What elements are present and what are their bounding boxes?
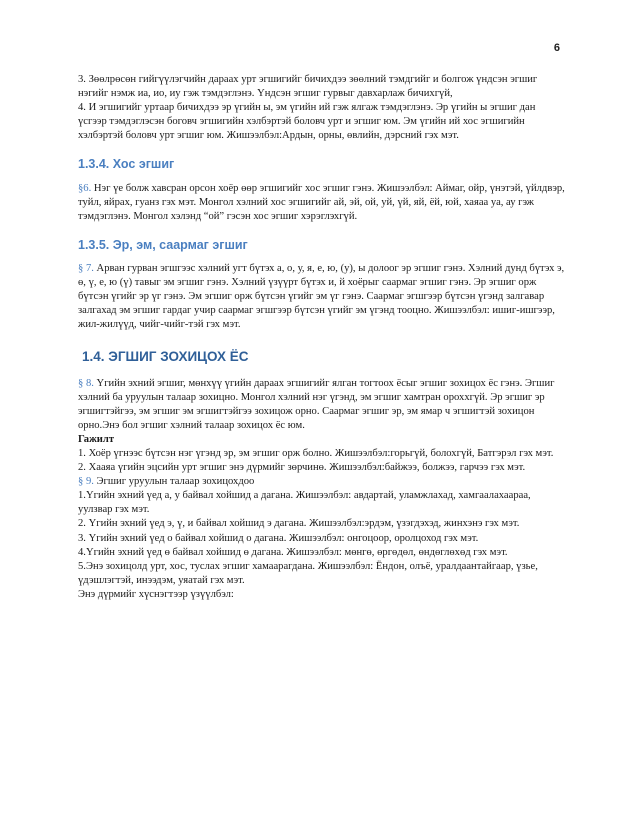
page-number: 6 (553, 42, 560, 54)
table-intro: Энэ дүрмийг хүснэгтээр үзүүлбэл: (78, 588, 234, 600)
page-content (78, 73, 566, 602)
paragraph-section-9 (78, 475, 566, 489)
exception-2: 2. Хааяа үгийн эцсийн урт эгшиг энэ дүрмийг зөрчинө. Жишээлбэл:байжээ, болжээ, гарчээ гэх мэт. (78, 462, 526, 474)
section-heading-1-3-5: 1.3.5. Эр, эм, саармаг эгшиг (78, 237, 248, 252)
paragraph-rule-3: 3. Зөөлрөсөн гийгүүлэгчийн дараах урт эгшигийг бичихдээ зөөлний тэмдгийг и болгож үндсэн эгшиг нэгийг нэмж иа, ио, иу гэж тэмдэглэнэ. Үндсэн эгшиг гурвыг давхарлаж бичихгүй, (78, 74, 538, 100)
rule-item-2: 2. Үгийн эхний үед э, ү, и байвал хойшид э дагана. Жишээлбэл:эрдэм, үзэгдэхэд, жинхэнэ гэх мэт. (78, 518, 520, 530)
rule-item-1: 1.Үгийн эхний үед а, у байвал хойшид а дагана. Жишээлбэл: авдартай, уламжлахад, хамгаалахаараа, уулзвар гэх мэт. (78, 490, 531, 516)
paragraph-section-8 (78, 377, 566, 433)
rule-item-4: 4.Үгийн эхний үед ө байвал хойшид ө дагана. Жишээлбэл: мөнгө, өргөдөл, өндөглөхөд гэх мэт. (78, 546, 508, 558)
section-sign-9: § 9. (78, 476, 94, 488)
section-8-text: Үгийн эхний эгшиг, мөнхүү үгийн дараах эгшигийг ялган тогтоох ёсыг эгшиг зохицох ёс гэнэ. Эгшиг хэлний ба уруулын талаар зохицно. Монгол хэлний нэг үгэнд, эм эгшиг хамтран ороххгүй. Эр эгшиг эр эгшигтэйгээ, эм эгшиг эм эгшигтэйгээ зохицож орно. Саармаг эгшиг эр, эм ямар ч эгшигтэй зохицон орно.Энэ бол эгшиг хэлний талаар зохицох ёс юм. (78, 377, 555, 431)
section-sign-8: § 8. (78, 377, 94, 389)
section-heading-1-3-4: 1.3.4. Хос эгшиг (78, 157, 175, 172)
rule-item-5: 5.Энэ зохицолд урт, хос, туслах эгшиг хамаарагдана. Жишээлбэл: Ёндон, олъё, уралдаантайгаар, үзье, үдэшлэгтэй, инээдэм, уяатай гэх мэт. (78, 560, 538, 586)
section-sign-7: § 7. (78, 262, 94, 274)
section-9-text: Эгшиг уруулын талаар зохицохдоо (93, 476, 255, 488)
section-sign-6: §6. (78, 182, 92, 194)
paragraph-section-6 (78, 182, 566, 224)
rule-item-3: 3. Үгийн эхний үед о байвал хойшид о дагана. Жишээлбэл: онгоцоор, оролцоход гэх мэт. (78, 532, 479, 544)
exception-heading: Гажилт (78, 433, 115, 445)
section-6-text: Нэг үе болж хавсран орсон хоёр өөр эгшигийг хос эгшиг гэнэ. Жишээлбэл: Аймаг, ойр, үнэтэй, үйлдвэр, туйл, яйрах, гуанз гэх мэт. Монгол хэлний хос эгшигийг ай, эй, ой, уй, үй, яй, ёй, юй, хаяаа уа, ау гэж тэмдэглэнэ. Монгол хэлэнд “ой” гэсэн хос эгшиг хэрэглэхгүй. (78, 182, 565, 222)
paragraph-section-7 (78, 262, 566, 332)
exception-1: 1. Хоёр үгнээс бүтсэн нэг үгэнд эр, эм эгшиг орж болно. Жишээлбэл:горьгүй, болохгүй, Батгэрэл гэх мэт. (78, 447, 554, 459)
section-7-text: Арван гурван эгшгээс хэлний угт бүтэх а, о, у, я, е, ю, (у), ы долоог эр эгшиг гэнэ. Хэлний дунд бүтэх э, ө, ү, е, ю (ү) тавыг эм эгшиг гэнэ. Хэлний үзүүрт бүтэх и, й хоёрыг саармаг эгшиг гэнэ. Эр эгшиг орж бүтсэн үгийг эр үг гэнэ. Эм эгшиг орж бүтсэн үгийг эм үг гэнэ. Саармаг эгшгээр бүтсэн үгэнд залгавар залгахад эм эгшиг гардаг учир саармаг эгшгээр бүтсэн үгийг эм үгэнд тооцно. Жишээлбэл: ишиг-ишгээр, жил-жилүүд, чийг-чийг-тэй гэх мэт. (78, 262, 565, 331)
paragraph-rule-4: 4. И эгшигийг уртаар бичихдээ эр үгийн ы, эм үгийн ий гэж ялгаж тэмдэглэнэ. Эр үгийн ы эгшиг дан үсгээр тэмдэглэсэн боговч эгшигийн хэлбэртэй боловч урт и эгшиг юм. Эм үгийн ий хос эгшигийн хэлбэртэй боловч урт эгшиг юм. Жишээлбэл:Ардын, орны, өвлийн, дэрсний гэх мэт. (78, 102, 536, 142)
chapter-heading-1-4: 1.4. ЭГШИГ ЗОХИЦОХ ЁС (82, 349, 249, 365)
